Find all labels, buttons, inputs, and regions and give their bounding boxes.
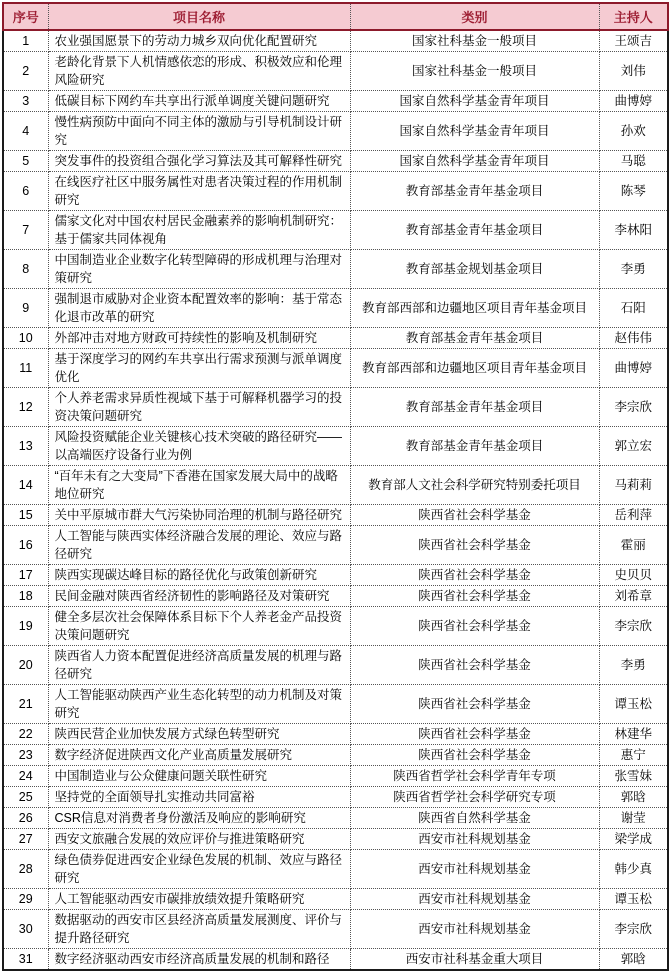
cell-leader: 李宗欣 (599, 910, 668, 949)
table-row (3, 586, 668, 607)
cell-no: 8 (3, 250, 48, 289)
table-row (3, 289, 668, 328)
cell-category: 教育部基金青年基金项目 (350, 172, 599, 211)
cell-leader: 张雪妹 (599, 766, 668, 787)
cell-no: 7 (3, 211, 48, 250)
cell-title: 慢性病预防中面向不同主体的激励与引导机制设计研究 (48, 112, 350, 151)
cell-category: 陕西省自然科学基金 (350, 808, 599, 829)
col-header-category: 类别 (350, 3, 599, 30)
table-row (3, 646, 668, 685)
cell-title: 西安文旅融合发展的效应评价与推进策略研究 (48, 829, 350, 850)
table-row (3, 565, 668, 586)
col-header-title: 项目名称 (48, 3, 350, 30)
table-row (3, 211, 668, 250)
table-row (3, 526, 668, 565)
table-row (3, 328, 668, 349)
cell-title: 儒家文化对中国农村居民金融素养的影响机制研究：基于儒家共同体视角 (48, 211, 350, 250)
cell-leader: 李宗欣 (599, 607, 668, 646)
cell-leader: 谢莹 (599, 808, 668, 829)
table-row (3, 466, 668, 505)
cell-no: 6 (3, 172, 48, 211)
cell-title: 外部冲击对地方财政可持续性的影响及机制研究 (48, 328, 350, 349)
cell-no: 17 (3, 565, 48, 586)
cell-category: 陕西省社会科学基金 (350, 646, 599, 685)
table-row (3, 349, 668, 388)
cell-category: 陕西省社会科学基金 (350, 724, 599, 745)
cell-title: 绿色债券促进西安企业绿色发展的机制、效应与路径研究 (48, 850, 350, 889)
cell-category: 教育部基金规划基金项目 (350, 250, 599, 289)
cell-leader: 郭晗 (599, 949, 668, 971)
table-row (3, 607, 668, 646)
cell-title: 强制退市威胁对企业资本配置效率的影响：基于常态化退市改革的研究 (48, 289, 350, 328)
cell-title: 人工智能驱动西安市碳排放绩效提升策略研究 (48, 889, 350, 910)
cell-leader: 惠宁 (599, 745, 668, 766)
table-row (3, 30, 668, 52)
cell-no: 15 (3, 505, 48, 526)
cell-title: CSR信息对消费者身份激活及响应的影响研究 (48, 808, 350, 829)
cell-title: 数据驱动的西安市区县经济高质量发展测度、评价与提升路径研究 (48, 910, 350, 949)
cell-no: 18 (3, 586, 48, 607)
table-row (3, 766, 668, 787)
cell-no: 26 (3, 808, 48, 829)
cell-no: 24 (3, 766, 48, 787)
cell-no: 21 (3, 685, 48, 724)
cell-leader: 刘希章 (599, 586, 668, 607)
table-row (3, 112, 668, 151)
cell-leader: 曲博婷 (599, 91, 668, 112)
header-row (3, 3, 668, 30)
cell-leader: 梁学成 (599, 829, 668, 850)
table-body (3, 30, 668, 970)
table-row (3, 889, 668, 910)
cell-category: 教育部基金青年基金项目 (350, 427, 599, 466)
cell-no: 30 (3, 910, 48, 949)
cell-title: 低碳目标下网约车共享出行派单调度关键问题研究 (48, 91, 350, 112)
cell-leader: 李宗欣 (599, 388, 668, 427)
cell-leader: 郭晗 (599, 787, 668, 808)
table-row (3, 250, 668, 289)
table-row (3, 808, 668, 829)
cell-category: 西安市社科基金重大项目 (350, 949, 599, 971)
table-row (3, 829, 668, 850)
table-row (3, 505, 668, 526)
cell-no: 28 (3, 850, 48, 889)
cell-leader: 谭玉松 (599, 685, 668, 724)
cell-title: 陕西民营企业加快发展方式绿色转型研究 (48, 724, 350, 745)
table-row (3, 949, 668, 971)
cell-leader: 李勇 (599, 250, 668, 289)
table-row (3, 91, 668, 112)
cell-leader: 孙欢 (599, 112, 668, 151)
table-row (3, 685, 668, 724)
cell-title: 突发事件的投资组合强化学习算法及其可解释性研究 (48, 151, 350, 172)
cell-no: 2 (3, 52, 48, 91)
cell-no: 11 (3, 349, 48, 388)
cell-title: 健全多层次社会保障体系目标下个人养老金产品投资决策问题研究 (48, 607, 350, 646)
cell-category: 陕西省社会科学基金 (350, 586, 599, 607)
cell-no: 1 (3, 30, 48, 52)
cell-no: 25 (3, 787, 48, 808)
cell-title: 数字经济驱动西安市经济高质量发展的机制和路径 (48, 949, 350, 971)
cell-title: 在线医疗社区中服务属性对患者决策过程的作用机制研究 (48, 172, 350, 211)
cell-leader: 马聪 (599, 151, 668, 172)
cell-category: 陕西省社会科学基金 (350, 745, 599, 766)
table-row (3, 388, 668, 427)
cell-category: 国家自然科学基金青年项目 (350, 112, 599, 151)
table-row (3, 745, 668, 766)
cell-category: 国家自然科学基金青年项目 (350, 91, 599, 112)
cell-leader: 马莉莉 (599, 466, 668, 505)
cell-category: 陕西省社会科学基金 (350, 685, 599, 724)
cell-no: 29 (3, 889, 48, 910)
cell-title: 民间金融对陕西省经济韧性的影响路径及对策研究 (48, 586, 350, 607)
cell-category: 教育部西部和边疆地区项目青年基金项目 (350, 289, 599, 328)
cell-category: 教育部基金青年基金项目 (350, 211, 599, 250)
table-row (3, 910, 668, 949)
cell-leader: 刘伟 (599, 52, 668, 91)
cell-category: 陕西省社会科学基金 (350, 565, 599, 586)
cell-no: 20 (3, 646, 48, 685)
cell-no: 22 (3, 724, 48, 745)
cell-no: 5 (3, 151, 48, 172)
table-row (3, 151, 668, 172)
cell-no: 9 (3, 289, 48, 328)
cell-leader: 林建华 (599, 724, 668, 745)
cell-category: 教育部人文社会科学研究特别委托项目 (350, 466, 599, 505)
cell-no: 12 (3, 388, 48, 427)
cell-no: 13 (3, 427, 48, 466)
cell-category: 国家社科基金一般项目 (350, 30, 599, 52)
cell-category: 国家社科基金一般项目 (350, 52, 599, 91)
cell-leader: 岳利萍 (599, 505, 668, 526)
cell-category: 陕西省社会科学基金 (350, 505, 599, 526)
cell-title: 人工智能驱动陕西产业生态化转型的动力机制及对策研究 (48, 685, 350, 724)
cell-title: 关中平原城市群大气污染协同治理的机制与路径研究 (48, 505, 350, 526)
cell-category: 教育部基金青年基金项目 (350, 328, 599, 349)
cell-title: 中国制造业与公众健康问题关联性研究 (48, 766, 350, 787)
cell-title: 基于深度学习的网约车共享出行需求预测与派单调度优化 (48, 349, 350, 388)
cell-category: 陕西省哲学社会科学研究专项 (350, 787, 599, 808)
cell-leader: 谭玉松 (599, 889, 668, 910)
table-row (3, 724, 668, 745)
cell-title: 农业强国愿景下的劳动力城乡双向优化配置研究 (48, 30, 350, 52)
project-table (2, 2, 669, 971)
cell-category: 陕西省社会科学基金 (350, 526, 599, 565)
cell-title: 人工智能与陕西实体经济融合发展的理论、效应与路径研究 (48, 526, 350, 565)
cell-no: 16 (3, 526, 48, 565)
cell-no: 23 (3, 745, 48, 766)
cell-no: 31 (3, 949, 48, 971)
cell-leader: 李勇 (599, 646, 668, 685)
cell-title: 数字经济促进陕西文化产业高质量发展研究 (48, 745, 350, 766)
cell-leader: 石阳 (599, 289, 668, 328)
cell-leader: 曲博婷 (599, 349, 668, 388)
cell-category: 教育部基金青年基金项目 (350, 388, 599, 427)
cell-leader: 郭立宏 (599, 427, 668, 466)
table-row (3, 850, 668, 889)
table-row (3, 172, 668, 211)
cell-no: 10 (3, 328, 48, 349)
cell-category: 西安市社科规划基金 (350, 889, 599, 910)
cell-title: 老龄化背景下人机情感依恋的形成、积极效应和伦理风险研究 (48, 52, 350, 91)
cell-category: 国家自然科学基金青年项目 (350, 151, 599, 172)
cell-category: 陕西省哲学社会科学青年专项 (350, 766, 599, 787)
table-row (3, 427, 668, 466)
cell-category: 陕西省社会科学基金 (350, 607, 599, 646)
cell-category: 西安市社科规划基金 (350, 850, 599, 889)
table-row (3, 787, 668, 808)
table-row (3, 52, 668, 91)
col-header-no: 序号 (3, 3, 48, 30)
cell-title: 坚持党的全面领导扎实推动共同富裕 (48, 787, 350, 808)
cell-no: 27 (3, 829, 48, 850)
col-header-leader: 主持人 (599, 3, 668, 30)
cell-leader: 赵伟伟 (599, 328, 668, 349)
cell-title: 陕西省人力资本配置促进经济高质量发展的机理与路径研究 (48, 646, 350, 685)
cell-leader: 韩少真 (599, 850, 668, 889)
cell-leader: 陈琴 (599, 172, 668, 211)
cell-no: 19 (3, 607, 48, 646)
cell-leader: 霍丽 (599, 526, 668, 565)
cell-title: 个人养老需求异质性视域下基于可解释机器学习的投资决策问题研究 (48, 388, 350, 427)
cell-no: 3 (3, 91, 48, 112)
cell-title: “百年未有之大变局”下香港在国家发展大局中的战略地位研究 (48, 466, 350, 505)
cell-title: 陕西实现碳达峰目标的路径优化与政策创新研究 (48, 565, 350, 586)
cell-leader: 李林阳 (599, 211, 668, 250)
cell-title: 风险投资赋能企业关键核心技术突破的路径研究——以高端医疗设备行业为例 (48, 427, 350, 466)
cell-no: 4 (3, 112, 48, 151)
cell-leader: 史贝贝 (599, 565, 668, 586)
cell-title: 中国制造业企业数字化转型障碍的形成机理与治理对策研究 (48, 250, 350, 289)
cell-category: 教育部西部和边疆地区项目青年基金项目 (350, 349, 599, 388)
cell-category: 西安市社科规划基金 (350, 829, 599, 850)
cell-category: 西安市社科规划基金 (350, 910, 599, 949)
cell-no: 14 (3, 466, 48, 505)
cell-leader: 王颂吉 (599, 30, 668, 52)
